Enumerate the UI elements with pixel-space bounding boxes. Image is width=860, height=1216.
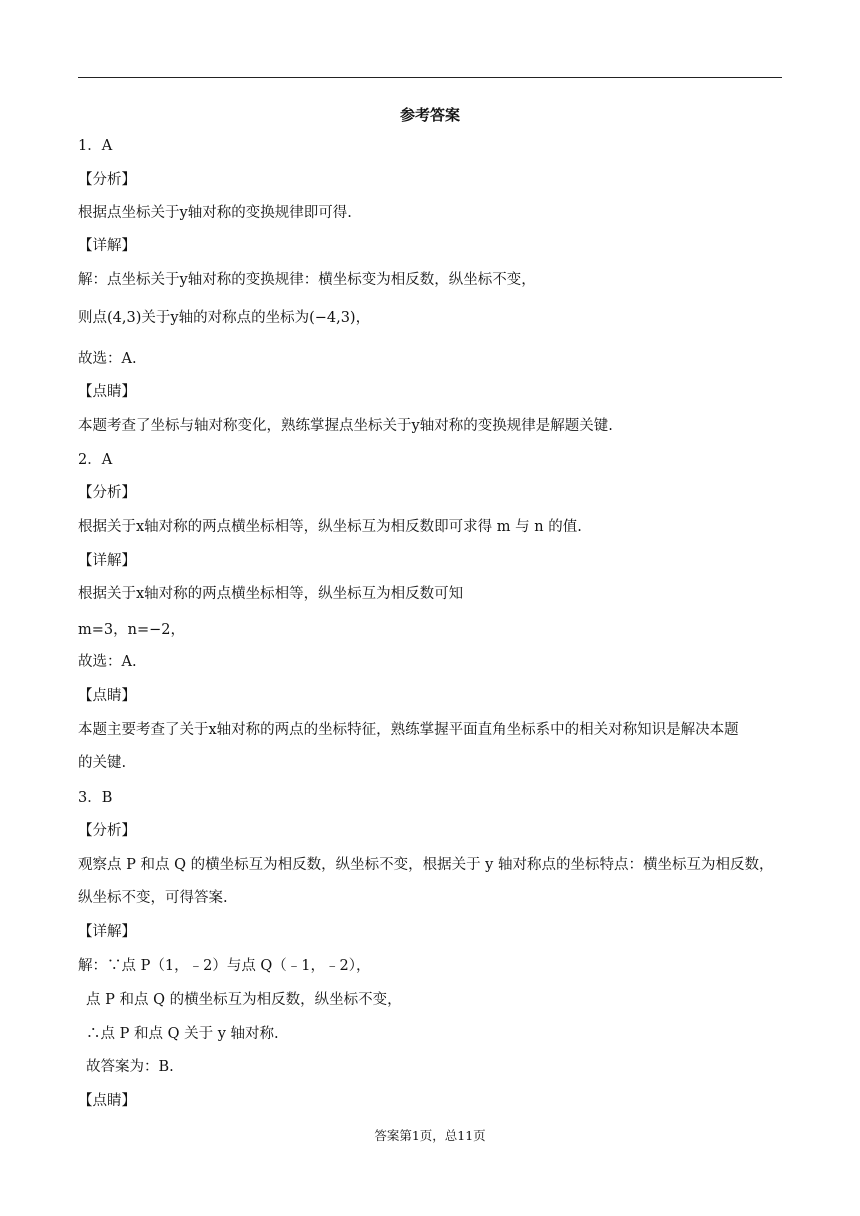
header-rule: [78, 77, 782, 78]
question-number: 3．B: [78, 790, 113, 806]
section-heading: 【详解】: [78, 924, 136, 940]
section-heading: 【分析】: [78, 172, 136, 188]
paragraph: 故答案为：B.: [86, 1059, 174, 1075]
paragraph: 根据关于x轴对称的两点横坐标相等，纵坐标互为相反数可知: [78, 586, 464, 602]
paragraph: 根据关于x轴对称的两点横坐标相等，纵坐标互为相反数即可求得 m 与 n 的值.: [78, 519, 582, 535]
paragraph: 本题考查了坐标与轴对称变化，熟练掌握点坐标关于y轴对称的变换规律是解题关键.: [78, 418, 613, 434]
paragraph: m=3，n=−2，: [78, 622, 185, 638]
section-heading: 【点睛】: [78, 384, 136, 400]
paragraph: 解：∵点 P（1，﹣2）与点 Q（﹣1，﹣2），: [78, 958, 371, 974]
paragraph: 观察点 P 和点 Q 的横坐标互为相反数，纵坐标不变，根据关于 y 轴对称点的坐标特点：横坐标互为相反数，: [78, 857, 774, 873]
paragraph: 的关键.: [78, 755, 127, 771]
paragraph: 故选：A.: [78, 654, 137, 670]
section-heading: 【点睛】: [78, 688, 136, 704]
paragraph: 根据点坐标关于y轴对称的变换规律即可得.: [78, 205, 352, 221]
section-heading: 【分析】: [78, 485, 136, 501]
section-heading: 【详解】: [78, 238, 136, 254]
paragraph: 则点(4,3)关于y轴的对称点的坐标为(−4,3)，: [78, 310, 371, 326]
paragraph: 解：点坐标关于y轴对称的变换规律：横坐标变为相反数，纵坐标不变，: [78, 272, 536, 288]
paragraph: 纵坐标不变，可得答案.: [78, 890, 228, 906]
section-heading: 【分析】: [78, 823, 136, 839]
paragraph: 本题主要考查了关于x轴对称的两点的坐标特征，熟练掌握平面直角坐标系中的相关对称知识是解决本题: [78, 722, 739, 738]
page-title: 参考答案: [399, 106, 460, 124]
section-heading: 【点睛】: [78, 1093, 136, 1109]
page-footer: 答案第1页，总11页: [374, 1128, 486, 1143]
paragraph: 故选：A.: [78, 351, 137, 367]
question-number: 2．A: [78, 452, 113, 468]
paragraph: 点 P 和点 Q 的横坐标互为相反数，纵坐标不变，: [86, 992, 402, 1008]
section-heading: 【详解】: [78, 553, 136, 569]
paragraph: ∴点 P 和点 Q 关于 y 轴对称.: [86, 1026, 279, 1042]
question-number: 1．A: [78, 138, 113, 154]
